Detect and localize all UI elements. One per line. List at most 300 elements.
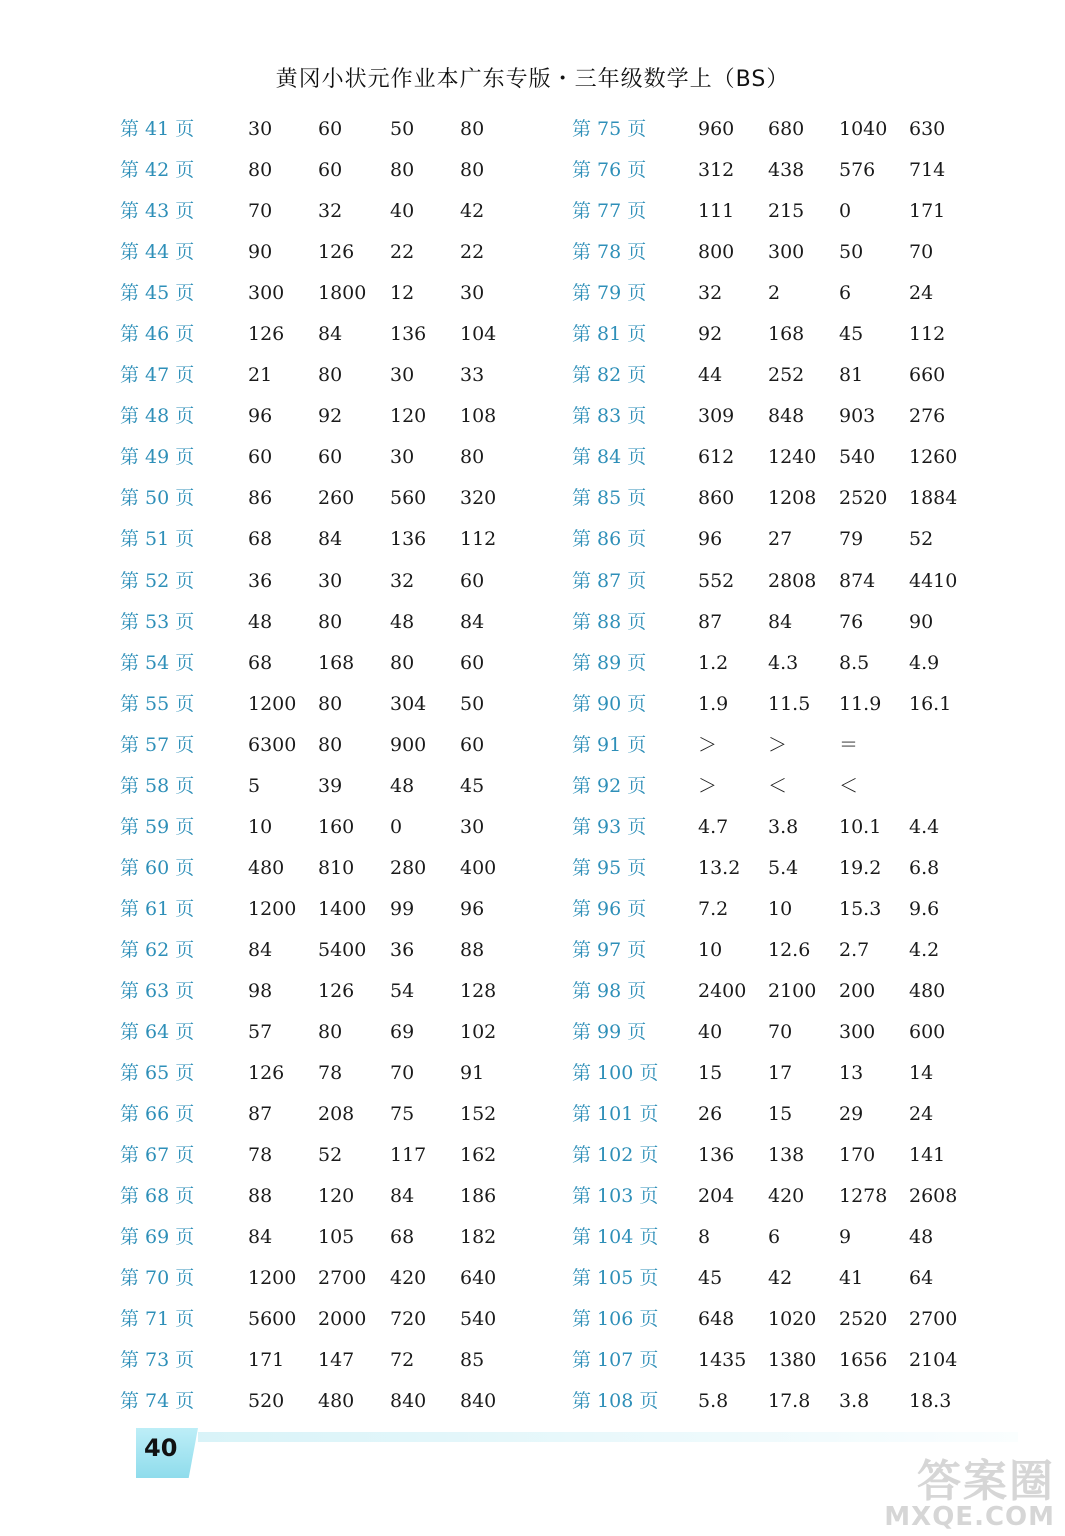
page-reference-label: 第 63 页	[120, 979, 195, 1002]
answer-value: 80	[390, 651, 415, 674]
answer-value: 2520	[839, 1308, 888, 1331]
answer-value: 84	[768, 610, 793, 633]
answer-value: 1656	[839, 1349, 888, 1372]
answer-value: 186	[460, 1185, 497, 1208]
answer-value: 540	[839, 446, 876, 469]
answer-value: 12	[390, 282, 415, 305]
answer-value: 84	[318, 323, 343, 346]
answer-value: 4.9	[909, 651, 940, 674]
answer-row	[120, 1053, 540, 1094]
answer-value: 50	[390, 118, 415, 140]
page-reference-label: 第 64 页	[120, 1021, 195, 1044]
answer-value: 9.6	[909, 897, 940, 920]
page-reference-label: 第 107 页	[572, 1349, 659, 1372]
answer-value: 68	[248, 528, 273, 551]
page-reference-label: 第 66 页	[120, 1103, 195, 1126]
answer-value: 280	[390, 856, 427, 879]
answer-value: 69	[390, 1021, 415, 1044]
answer-value: 112	[909, 323, 946, 346]
answer-value: 84	[390, 1185, 415, 1208]
answer-value: 54	[390, 979, 415, 1002]
answer-value: 5.8	[698, 1390, 729, 1413]
page-reference-label: 第 103 页	[572, 1185, 659, 1208]
answer-row	[572, 355, 992, 396]
answer-value: 48	[390, 774, 415, 797]
answer-row	[120, 1217, 540, 1258]
answer-value: 1260	[909, 446, 958, 469]
answer-value: 88	[248, 1185, 273, 1208]
answer-value: 1200	[248, 692, 297, 715]
answer-value: 96	[248, 405, 273, 428]
answer-value: 9	[839, 1226, 852, 1249]
answer-value: ＜	[839, 774, 859, 797]
answer-value: 960	[698, 118, 735, 140]
answer-value: 50	[460, 692, 485, 715]
answer-row	[572, 643, 992, 684]
page-reference-label: 第 73 页	[120, 1349, 195, 1372]
answer-value: 26	[698, 1103, 723, 1126]
answer-row	[572, 602, 992, 643]
answer-value: 24	[909, 282, 934, 305]
page-reference-label: 第 68 页	[120, 1185, 195, 1208]
answer-value: 2520	[839, 487, 888, 510]
page-reference-label: 第 44 页	[120, 241, 195, 264]
answer-value: 1200	[248, 1267, 297, 1290]
page-reference-label: 第 78 页	[572, 241, 647, 264]
answer-row	[572, 1135, 992, 1176]
answer-value: 1208	[768, 487, 817, 510]
answer-row	[120, 766, 540, 807]
answer-value: 552	[698, 569, 735, 592]
answer-value: 714	[909, 159, 946, 182]
answer-value: 45	[460, 774, 485, 797]
page-reference-label: 第 65 页	[120, 1062, 195, 1085]
page-reference-label: 第 96 页	[572, 897, 647, 920]
answer-row	[120, 478, 540, 519]
answer-value: 1380	[768, 1349, 817, 1372]
page-reference-label: 第 108 页	[572, 1390, 659, 1413]
answer-value: 60	[460, 733, 485, 756]
answer-value: 96	[460, 897, 485, 920]
answer-value: 45	[698, 1267, 723, 1290]
page-reference-label: 第 101 页	[572, 1103, 659, 1126]
page-header-title: 黄冈小状元作业本广东专版・三年级数学上（BS）	[275, 67, 790, 92]
answer-row	[120, 273, 540, 314]
answer-value: 2700	[909, 1308, 958, 1331]
answer-value: 874	[839, 569, 876, 592]
answer-value: 117	[390, 1144, 427, 1167]
footer-band	[198, 1432, 1018, 1442]
answer-value: 60	[460, 569, 485, 592]
page-reference-label: 第 61 页	[120, 897, 195, 920]
answer-value: 85	[460, 1349, 485, 1372]
page-reference-label: 第 102 页	[572, 1144, 659, 1167]
answer-value: 80	[248, 159, 273, 182]
page-reference-label: 第 51 页	[120, 528, 195, 551]
answer-value: 80	[460, 118, 485, 140]
answer-value: 138	[768, 1144, 805, 1167]
answer-value: 576	[839, 159, 876, 182]
answer-value: 80	[318, 692, 343, 715]
answer-value: 60	[318, 159, 343, 182]
answer-value: 33	[460, 364, 485, 387]
answer-value: 80	[460, 159, 485, 182]
answer-value: ＜	[768, 774, 788, 797]
answer-value: 540	[460, 1308, 497, 1331]
answer-value: 252	[768, 364, 805, 387]
answer-value: 78	[248, 1144, 273, 1167]
answer-value: 810	[318, 856, 355, 879]
answer-value: 22	[390, 241, 415, 264]
answer-row	[120, 807, 540, 848]
page-reference-label: 第 46 页	[120, 323, 195, 346]
answer-value: 27	[768, 528, 793, 551]
answer-row	[572, 519, 992, 560]
answer-value: 4.2	[909, 938, 940, 961]
answer-value: 32	[318, 200, 343, 223]
answer-value: 6.8	[909, 856, 940, 879]
answer-value: 5600	[248, 1308, 297, 1331]
answer-row	[120, 643, 540, 684]
answer-value: 300	[839, 1021, 876, 1044]
answer-value: 99	[390, 897, 415, 920]
answer-value: ＞	[768, 733, 788, 756]
answer-value: 84	[460, 610, 485, 633]
answer-column-left	[120, 109, 540, 1423]
answer-value: 6	[768, 1226, 781, 1249]
answer-row	[120, 848, 540, 889]
answer-column-right	[572, 109, 992, 1423]
answer-value: 1800	[318, 282, 367, 305]
page-reference-label: 第 89 页	[572, 651, 647, 674]
page-reference-label: 第 82 页	[572, 364, 647, 387]
watermark	[884, 1456, 1055, 1532]
answer-value: 3.8	[839, 1390, 870, 1413]
answer-value: 15	[768, 1103, 793, 1126]
answer-value: 90	[909, 610, 934, 633]
answer-value: 91	[460, 1062, 485, 1085]
answer-row	[572, 561, 992, 602]
answer-value: 41	[839, 1267, 864, 1290]
answer-value: 50	[839, 241, 864, 264]
page-reference-label: 第 74 页	[120, 1390, 195, 1413]
answer-value: 30	[318, 569, 343, 592]
answer-value: 98	[248, 979, 273, 1002]
answer-value: ＞	[698, 733, 718, 756]
answer-value: 68	[248, 651, 273, 674]
answer-value: 52	[909, 528, 934, 551]
answer-row	[572, 1258, 992, 1299]
page-reference-label: 第 57 页	[120, 733, 195, 756]
answer-value: 21	[248, 364, 273, 387]
answer-value: 90	[248, 241, 273, 264]
answer-value: 36	[390, 938, 415, 961]
answer-value: 480	[909, 979, 946, 1002]
answer-value: 200	[839, 979, 876, 1002]
answer-value: 2000	[318, 1308, 367, 1331]
answer-row	[572, 1094, 992, 1135]
answer-value: 204	[698, 1185, 735, 1208]
answer-row	[120, 519, 540, 560]
answer-row	[120, 1012, 540, 1053]
answer-value: 300	[248, 282, 285, 305]
answer-value: 612	[698, 446, 735, 469]
answer-value: 640	[460, 1267, 497, 1290]
answer-value: 136	[390, 528, 427, 551]
answer-row	[120, 930, 540, 971]
answer-value: 13	[839, 1062, 864, 1085]
answer-value: 84	[318, 528, 343, 551]
answer-value: 2608	[909, 1185, 958, 1208]
answer-value: 4.3	[768, 651, 799, 674]
answer-value: 136	[698, 1144, 735, 1167]
answer-value: 15.3	[839, 897, 882, 920]
page-reference-label: 第 81 页	[572, 323, 647, 346]
page-reference-label: 第 87 页	[572, 569, 647, 592]
answer-value: 19.2	[839, 856, 882, 879]
answer-value: 84	[248, 938, 273, 961]
answer-row	[572, 848, 992, 889]
answer-value: 1435	[698, 1349, 747, 1372]
page-reference-label: 第 84 页	[572, 446, 647, 469]
answer-value: 2.7	[839, 938, 870, 961]
answer-value: 400	[460, 856, 497, 879]
answer-value: 1200	[248, 897, 297, 920]
answer-value: 81	[839, 364, 864, 387]
answer-value: 80	[390, 159, 415, 182]
answer-value: 13.2	[698, 856, 741, 879]
page-reference-label: 第 79 页	[572, 282, 647, 305]
answer-value: 2	[768, 282, 781, 305]
answer-value: 860	[698, 487, 735, 510]
answer-value: 2100	[768, 979, 817, 1002]
answer-row	[572, 807, 992, 848]
answer-value: 4.7	[698, 815, 729, 838]
answer-row	[120, 314, 540, 355]
answer-row	[120, 561, 540, 602]
answer-value: 4410	[909, 569, 958, 592]
page-reference-label: 第 55 页	[120, 692, 195, 715]
answer-row	[572, 396, 992, 437]
answer-value: 30	[390, 446, 415, 469]
answer-value: 15	[698, 1062, 723, 1085]
page-reference-label: 第 90 页	[572, 692, 647, 715]
answer-value: 0	[839, 200, 852, 223]
answer-value: 903	[839, 405, 876, 428]
answer-value: 171	[909, 200, 946, 223]
page-reference-label: 第 91 页	[572, 733, 647, 756]
answer-value: 5400	[318, 938, 367, 961]
answer-value: 320	[460, 487, 497, 510]
answer-value: 560	[390, 487, 427, 510]
answer-value: 36	[248, 569, 273, 592]
answer-value: 57	[248, 1021, 273, 1044]
answer-row	[120, 1176, 540, 1217]
answer-value: 72	[390, 1349, 415, 1372]
answer-value: 5	[248, 774, 261, 797]
answer-value: 10.1	[839, 815, 882, 838]
answer-value: 1.2	[698, 651, 729, 674]
answer-row	[120, 1135, 540, 1176]
answer-value: 300	[768, 241, 805, 264]
page-number: 40	[144, 1434, 178, 1462]
answer-value: 6300	[248, 733, 297, 756]
answer-value: 70	[909, 241, 934, 264]
answer-value: 168	[318, 651, 355, 674]
answer-value: 10	[698, 938, 723, 961]
page-reference-label: 第 95 页	[572, 856, 647, 879]
answer-value: 80	[318, 610, 343, 633]
answer-value: 24	[909, 1103, 934, 1126]
answer-row	[572, 273, 992, 314]
answer-value: 126	[248, 1062, 285, 1085]
answer-value: 42	[460, 200, 485, 223]
answer-value: 60	[318, 118, 343, 140]
answer-value: 84	[248, 1226, 273, 1249]
answer-value: 720	[390, 1308, 427, 1331]
answer-row	[120, 355, 540, 396]
answer-value: 80	[318, 364, 343, 387]
answer-value: 87	[248, 1103, 273, 1126]
answer-value: 75	[390, 1103, 415, 1126]
answer-row	[572, 437, 992, 478]
answer-value: 5.4	[768, 856, 799, 879]
answer-value: 8.5	[839, 651, 870, 674]
answer-value: 171	[248, 1349, 285, 1372]
answer-value: 648	[698, 1308, 735, 1331]
page-reference-label: 第 99 页	[572, 1021, 647, 1044]
page-reference-label: 第 83 页	[572, 405, 647, 428]
answer-value: 152	[460, 1103, 497, 1126]
page-reference-label: 第 100 页	[572, 1062, 659, 1085]
answer-value: 30	[460, 282, 485, 305]
answer-value: 30	[248, 118, 273, 140]
page-reference-label: 第 69 页	[120, 1226, 195, 1249]
answer-row	[120, 889, 540, 930]
answer-row	[572, 314, 992, 355]
page-reference-label: 第 85 页	[572, 487, 647, 510]
answer-value: 120	[318, 1185, 355, 1208]
answer-value: 520	[248, 1390, 285, 1413]
answer-value: 10	[248, 815, 273, 838]
answer-row	[120, 602, 540, 643]
page-reference-label: 第 86 页	[572, 528, 647, 551]
answer-value: 32	[390, 569, 415, 592]
answer-row	[572, 766, 992, 807]
answer-row	[572, 971, 992, 1012]
page-reference-label: 第 62 页	[120, 938, 195, 961]
answer-value: 147	[318, 1349, 355, 1372]
answer-value: 438	[768, 159, 805, 182]
answer-row	[120, 1340, 540, 1381]
answer-value: 420	[390, 1267, 427, 1290]
answer-value: 630	[909, 118, 946, 140]
answer-value: 44	[698, 364, 723, 387]
answer-value: 105	[318, 1226, 355, 1249]
answer-value: 60	[318, 446, 343, 469]
answer-row	[120, 396, 540, 437]
answer-value: 141	[909, 1144, 946, 1167]
answer-value: 1040	[839, 118, 888, 140]
answer-value: 92	[318, 405, 343, 428]
answer-value: 840	[460, 1390, 497, 1413]
answer-value: 30	[460, 815, 485, 838]
answer-value: 40	[390, 200, 415, 223]
answer-value: 80	[460, 446, 485, 469]
page-reference-label: 第 45 页	[120, 282, 195, 305]
page-reference-label: 第 59 页	[120, 815, 195, 838]
answer-row	[572, 684, 992, 725]
answer-row	[572, 478, 992, 519]
answer-value: 70	[390, 1062, 415, 1085]
page-reference-label: 第 53 页	[120, 610, 195, 633]
answer-row	[572, 930, 992, 971]
answer-value: 45	[839, 323, 864, 346]
answer-row	[120, 684, 540, 725]
answer-row	[120, 232, 540, 273]
answer-value: 17	[768, 1062, 793, 1085]
answer-value: 215	[768, 200, 805, 223]
answer-value: 48	[909, 1226, 934, 1249]
answer-value: 80	[318, 1021, 343, 1044]
answer-value: 128	[460, 979, 497, 1002]
answer-row	[572, 191, 992, 232]
answer-value: ＝	[839, 733, 859, 756]
answer-row	[120, 437, 540, 478]
answer-value: 14	[909, 1062, 934, 1085]
answer-value: 6	[839, 282, 852, 305]
answer-row	[120, 971, 540, 1012]
answer-value: 48	[390, 610, 415, 633]
answer-row	[120, 1258, 540, 1299]
answer-value: 17.8	[768, 1390, 811, 1413]
answer-value: 96	[698, 528, 723, 551]
page-reference-label: 第 67 页	[120, 1144, 195, 1167]
answer-value: 2700	[318, 1267, 367, 1290]
answer-value: 64	[909, 1267, 934, 1290]
page-reference-label: 第 97 页	[572, 938, 647, 961]
answer-value: 208	[318, 1103, 355, 1126]
answer-value: 182	[460, 1226, 497, 1249]
answer-value: 102	[460, 1021, 497, 1044]
answer-row	[572, 1340, 992, 1381]
page-reference-label: 第 49 页	[120, 446, 195, 469]
page-reference-label: 第 60 页	[120, 856, 195, 879]
answer-value: 1240	[768, 446, 817, 469]
answer-row	[572, 1381, 992, 1422]
answer-value: 304	[390, 692, 427, 715]
answer-value: 680	[768, 118, 805, 140]
answer-row	[120, 1299, 540, 1340]
answer-value: 18.3	[909, 1390, 952, 1413]
answer-value: 22	[460, 241, 485, 264]
answer-row	[572, 109, 992, 150]
answer-value: 70	[248, 200, 273, 223]
answer-row	[120, 725, 540, 766]
answer-value: 86	[248, 487, 273, 510]
answer-row	[572, 232, 992, 273]
answer-value: 39	[318, 774, 343, 797]
answer-value: 136	[390, 323, 427, 346]
answer-value: 4.4	[909, 815, 940, 838]
answer-value: 92	[698, 323, 723, 346]
answer-value: 480	[248, 856, 285, 879]
answer-value: 170	[839, 1144, 876, 1167]
answer-row	[120, 1381, 540, 1422]
answer-value: 42	[768, 1267, 793, 1290]
page-reference-label: 第 50 页	[120, 487, 195, 510]
answer-value: 11.9	[839, 692, 882, 715]
